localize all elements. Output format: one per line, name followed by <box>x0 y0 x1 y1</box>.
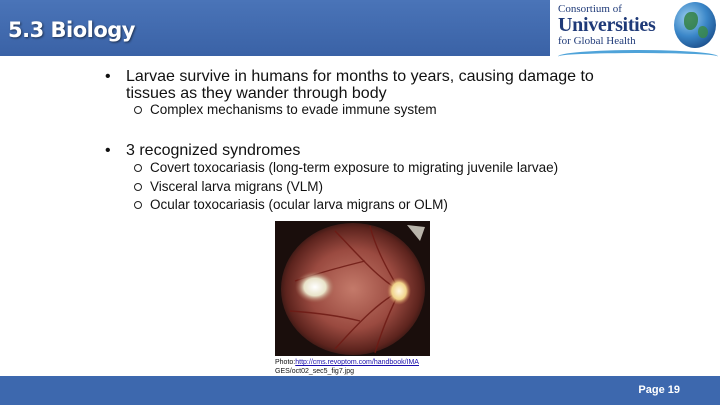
caption-prefix: Photo: <box>275 359 296 366</box>
subbullet-marker <box>134 106 142 114</box>
logo-line1: Consortium of <box>558 3 622 15</box>
logo-swoosh <box>558 50 718 63</box>
logo-wordmark <box>558 4 656 47</box>
footer-bar <box>0 376 720 405</box>
bullet-larvae-survival <box>105 68 626 102</box>
bullet-text-line1: 3 recognized syndromes <box>126 142 301 159</box>
page-number: Page 19 <box>638 384 680 396</box>
bullet-text-line2: tissues as they wander through body <box>126 85 387 102</box>
subbullet-text: Visceral larva migrans (VLM) <box>150 179 324 194</box>
bullet-text-line1: Larvae survive in humans for months to years, causing damage to <box>126 68 594 85</box>
subbullet-olm <box>150 197 610 213</box>
fundus-photo <box>275 221 430 356</box>
subbullet-marker <box>134 164 142 172</box>
logo-line3: for Global Health <box>558 35 636 47</box>
caption-link[interactable]: http://cms.revoptom.com/handbook/IMA <box>295 359 419 366</box>
bullet-dot: • <box>105 68 111 85</box>
photo-caption <box>275 358 445 376</box>
subbullet-marker <box>134 201 142 209</box>
subbullet-marker <box>134 183 142 191</box>
subbullet-immune-evasion <box>150 102 610 118</box>
bullet-dot: • <box>105 142 111 159</box>
globe-icon <box>674 2 716 48</box>
caption-line2: GES/oct02_sec5_fig7.jpg <box>275 368 354 375</box>
subbullet-vlm <box>150 179 610 195</box>
subbullet-text: Ocular toxocariasis (ocular larva migrans or OLM) <box>150 197 448 212</box>
cugh-logo <box>550 0 720 64</box>
logo-line2: Universities <box>558 14 656 36</box>
subbullet-text: Covert toxocariasis (long-term exposure to migrating juvenile larvae) <box>150 160 559 175</box>
subbullet-text: Complex mechanisms to evade immune system <box>150 102 437 117</box>
bullet-syndromes <box>105 142 626 159</box>
subbullet-covert <box>150 160 670 176</box>
slide-title: 5.3 Biology <box>8 18 135 42</box>
